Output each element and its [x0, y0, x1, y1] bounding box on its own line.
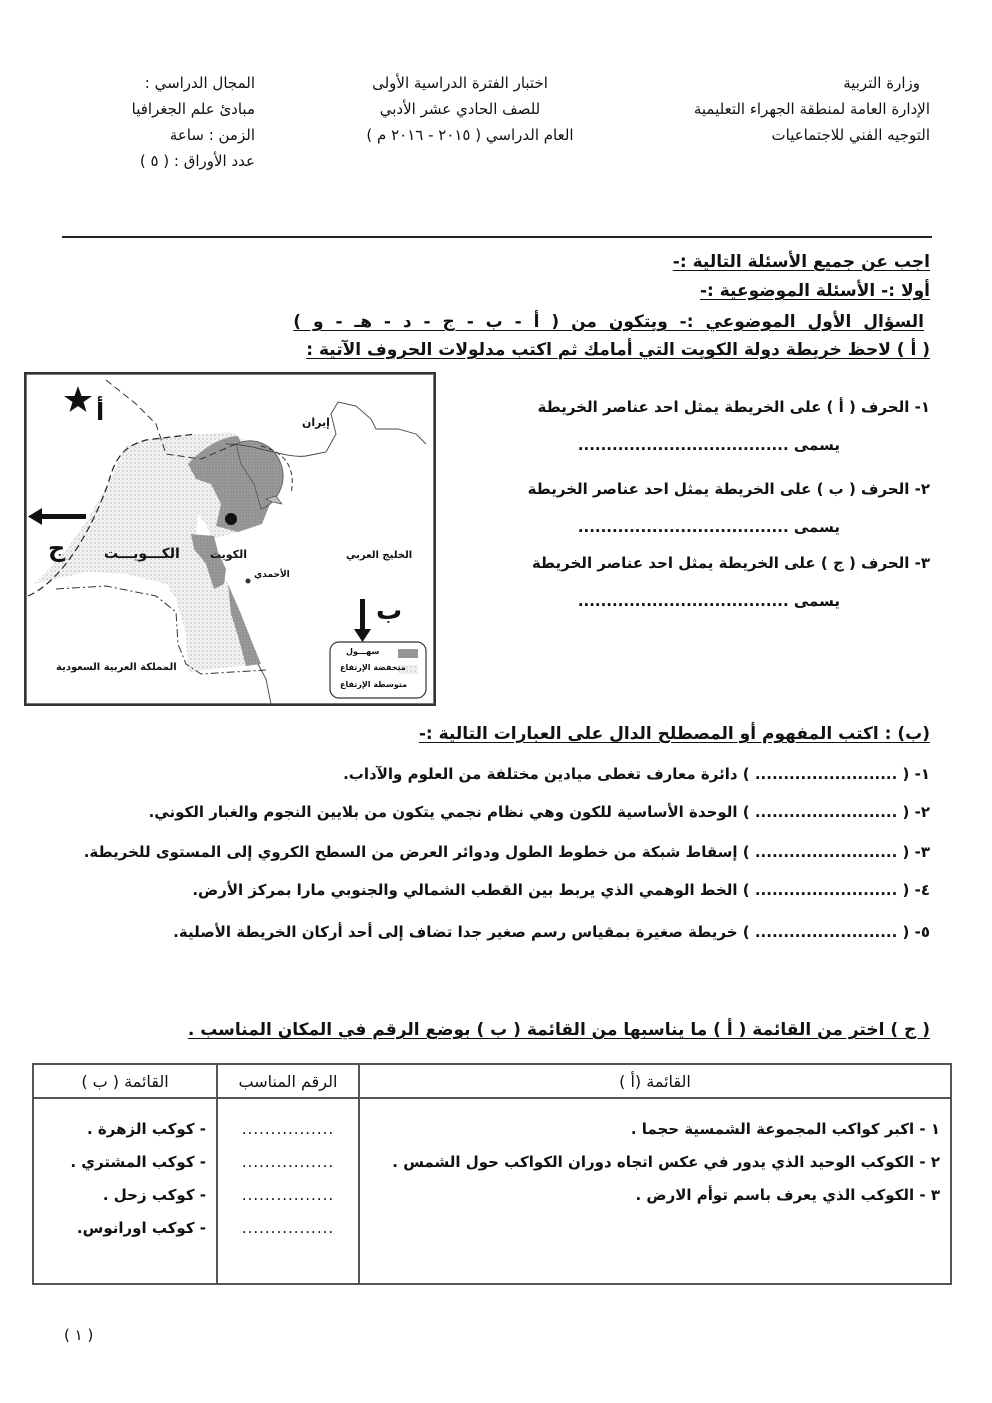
legend-medium-elevation: متوسطة الإرتفاع: [340, 680, 408, 689]
header-list-a: القائمة (أ ): [359, 1064, 951, 1098]
map-label-ahmadi: الأحمدي: [254, 570, 290, 580]
part-b-item-4[interactable]: ٤- ( ......................... ) الخط الوهمي الذي يربط بين القطب الشمالي والجنوبي مارا بمركز الأرض.: [192, 881, 930, 899]
part-a-answer-1[interactable]: يسمى .....................................: [577, 436, 840, 454]
part-a-title: ( أ ) لاحظ خريطة دولة الكويت التي أمامك ثم اكتب مدلولات الحروف الآتية :: [306, 340, 930, 360]
number-blank-3[interactable]: ................: [241, 1186, 335, 1204]
part-b-item-5[interactable]: ٥- ( ......................... ) خريطة صغيرة بمقياس رسم صغير جدا تضاف إلى أحد أركان الخريطة الأصلية.: [173, 923, 930, 941]
list-b-item-3: - كوكب زحل .: [102, 1186, 206, 1204]
map-label-gulf: الخليج العربي: [346, 550, 413, 561]
page-number: ( ١ ): [64, 1326, 94, 1344]
part-a-items: [460, 398, 930, 628]
list-a-item-2: ٢ - الكوكب الوحيد الذي يدور في عكس اتجاه دوران الكواكب حول الشمس .: [392, 1153, 940, 1171]
part-b-title: (ب) : اكتب المفهوم أو المصطلح الدال على العبارات التالية :-: [418, 724, 930, 744]
legend-plains: سهـــول: [346, 647, 380, 656]
header-center: [330, 70, 610, 148]
list-b-cell: [33, 1098, 217, 1284]
header-list-b: القائمة ( ب ): [33, 1064, 217, 1098]
ahmadi-marker: [246, 579, 251, 584]
number-blank-2[interactable]: ................: [241, 1153, 335, 1171]
part-a-item-2: ٢- الحرف ( ب ) على الخريطة يمثل احد عناصر الخريطة: [527, 480, 930, 498]
part-a-item-1: ١- الحرف ( أ ) على الخريطة يمثل احد عناصر الخريطة: [537, 398, 930, 416]
map-label-kuwait-country: الكـــويـــت: [104, 546, 180, 562]
part-a-answer-3[interactable]: يسمى .....................................: [577, 592, 840, 610]
question-1-title: السؤال الأول الموضوعي :- ويتكون من ( أ - ب - ج - د - هـ - و ): [293, 312, 924, 332]
part-a-item-3: ٣- الحرف ( ج ) على الخريطة يمثل احد عناصر الخريطة: [531, 554, 930, 572]
kuwait-city-marker: [225, 513, 237, 525]
exam-title: اختبار الفترة الدراسية الأولى: [372, 74, 548, 92]
part-a-answer-2[interactable]: يسمى .....................................: [577, 518, 840, 536]
matching-table-body: [33, 1098, 951, 1284]
part-b-item-2[interactable]: ٢- ( ......................... ) الوحدة الأساسية للكون وهي نظام نجمي يتكون من بلايين النجوم والغبار الكوني.: [148, 803, 930, 821]
legend-low-elevation: منخفضة الإرتفاع: [340, 663, 406, 672]
kuwait-map: [24, 372, 436, 706]
list-b-item-4: - كوكب اورانوس.: [76, 1219, 206, 1237]
answer-all-instruction: اجب عن جميع الأسئلة التالية :-: [672, 252, 930, 272]
part-c-title: ( ج ) اختر من القائمة ( أ ) ما يناسبها من القائمة ( ب ) بوضع الرقم في المكان المناسب .: [187, 1020, 930, 1040]
matching-table: [32, 1063, 952, 1285]
pages-count: عدد الأوراق : ( ٥ ): [139, 152, 255, 170]
number-blank-4[interactable]: ................: [241, 1219, 335, 1237]
map-letter-j: ج: [48, 534, 66, 562]
map-label-kuwait-city: الكويت: [210, 548, 247, 561]
number-cell: [217, 1098, 359, 1284]
list-b-item-2: - كوكب المشتري .: [70, 1153, 206, 1171]
south-arrow-icon: [354, 629, 371, 642]
map-label-iran: إيران: [302, 416, 330, 429]
department-name: التوجيه الفني للاجتماعيات: [771, 126, 930, 144]
ministry-name: وزارة التربية: [843, 74, 920, 92]
number-blank-1[interactable]: ................: [241, 1120, 335, 1138]
objective-questions-heading: أولا :- الأسئلة الموضوعية :-: [699, 281, 930, 301]
academic-year: العام الدراسي ( ٢٠١٥ - ٢٠١٦ م ): [366, 126, 574, 144]
list-b-item-1: - كوكب الزهرة .: [86, 1120, 206, 1138]
map-letter-a: أ: [96, 398, 105, 426]
header-number: الرقم المناسب: [217, 1064, 359, 1098]
part-b-item-3[interactable]: ٣- ( ......................... ) إسقاط شبكة من خطوط الطول ودوائر العرض من السطح الكروي إلى المستوى للخريطة.: [83, 843, 930, 861]
subject-name: مبادئ علم الجغرافيا: [131, 100, 255, 118]
header-right: [694, 70, 930, 148]
map-label-saudi: المملكة العربية السعودية: [56, 662, 177, 673]
north-star-icon: [64, 386, 92, 412]
part-b-item-1[interactable]: ١- ( ......................... ) دائرة معارف تغطى ميادين مختلفة من العلوم والآداب.: [343, 765, 930, 783]
header-divider: [62, 236, 932, 238]
list-a-item-1: ١ - اكبر كواكب المجموعة الشمسية حجما .: [630, 1120, 940, 1138]
directorate-name: الإدارة العامة لمنطقة الجهراء التعليمية: [693, 100, 930, 118]
west-arrow-icon: [28, 508, 42, 525]
part-b-items: [83, 765, 930, 961]
header-left: [80, 70, 255, 174]
list-a-item-3: ٣ - الكوكب الذي يعرف باسم توأم الارض .: [635, 1186, 940, 1204]
map-letter-b: ب: [376, 596, 403, 626]
subject-field-label: المجال الدراسي :: [144, 74, 255, 92]
matching-table-header: [33, 1064, 951, 1098]
grade-label: للصف الحادي عشر الأدبي: [379, 100, 541, 118]
time-label: الزمن : ساعة: [169, 126, 255, 144]
list-a-cell: [359, 1098, 951, 1284]
